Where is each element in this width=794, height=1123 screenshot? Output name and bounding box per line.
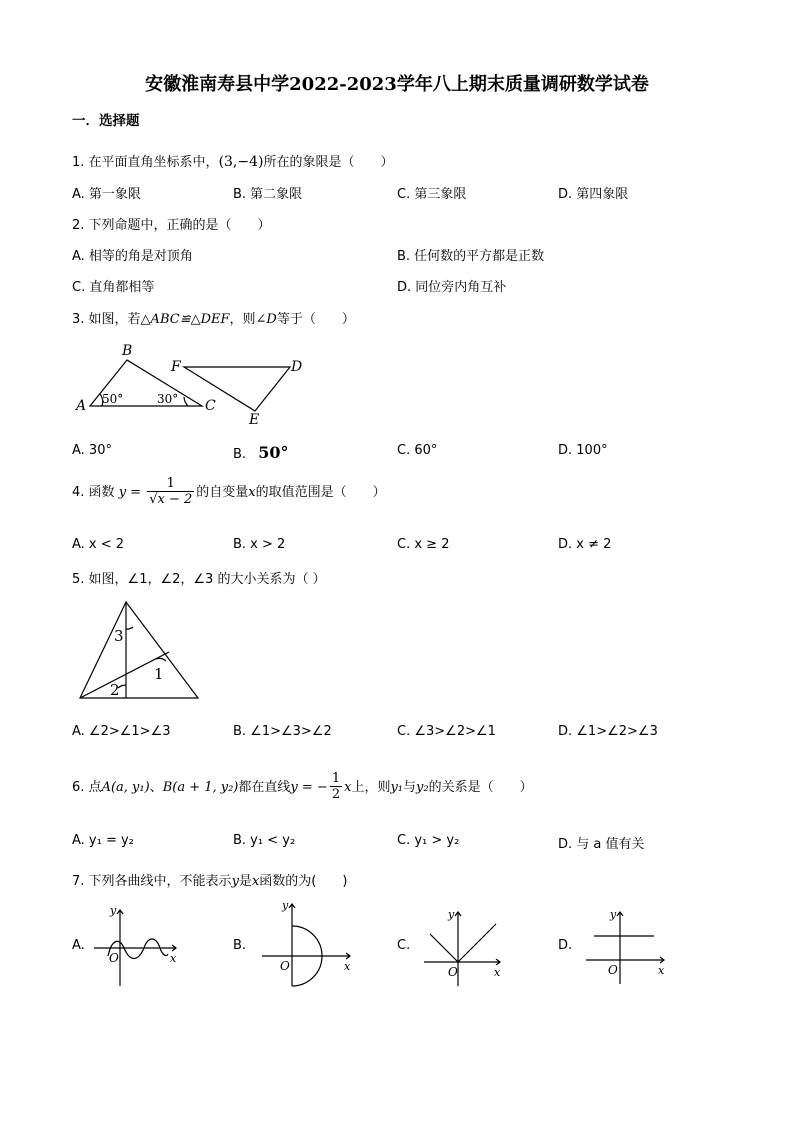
- label-d: D: [291, 359, 303, 375]
- y-label: y: [448, 908, 455, 921]
- q4-var: x: [248, 485, 256, 500]
- sqrt-icon: √: [149, 492, 158, 507]
- q3-mid: ，则: [229, 312, 256, 327]
- q3-option-a[interactable]: A. 30°: [72, 443, 112, 458]
- q7-option-c[interactable]: C.: [397, 938, 411, 953]
- q1-option-a[interactable]: A. 第一象限: [72, 187, 141, 202]
- y-label: y: [282, 899, 289, 912]
- q1-option-b[interactable]: B. 第二象限: [233, 187, 303, 202]
- angle-a-label: 50°: [102, 392, 124, 406]
- q5-triangle-figure: [74, 597, 204, 705]
- q3-number: 3.: [72, 312, 85, 327]
- q6-point-b: B(a + 1, y₂): [162, 780, 239, 795]
- question-5: [72, 568, 326, 587]
- q6-sep: 、: [149, 780, 163, 795]
- q1-option-c[interactable]: C. 第三象限: [397, 187, 467, 202]
- q4-lhs: y =: [118, 485, 142, 500]
- q7-graph-b[interactable]: [258, 898, 358, 990]
- label-a: A: [76, 398, 87, 414]
- q7-graph-a[interactable]: [90, 902, 182, 992]
- q7-option-d[interactable]: D.: [558, 938, 573, 953]
- q6-number: 6.: [72, 780, 85, 795]
- q4-pre: 函数: [88, 485, 115, 500]
- q6-fraction: [330, 772, 342, 803]
- label-b: B: [122, 343, 133, 359]
- q1-point: (3,−4): [218, 154, 264, 170]
- q6-line-lhs: y = −: [290, 780, 328, 795]
- q5-option-a[interactable]: A. ∠2>∠1>∠3: [72, 724, 171, 739]
- q4-radicand: x − 2: [157, 492, 193, 507]
- origin-label: O: [448, 965, 458, 979]
- q5-number: 5.: [72, 572, 85, 587]
- q1-option-d[interactable]: D. 第四象限: [558, 187, 629, 202]
- q3-pre: 如图，若: [88, 312, 141, 327]
- question-3: [72, 308, 355, 327]
- section-heading: 一．选择题: [72, 113, 140, 129]
- q6-point-a: A(a, y₁): [101, 780, 150, 795]
- q4-frac-num: 1: [147, 477, 194, 492]
- outer-triangle: [80, 602, 198, 698]
- q3-option-b-letter: B.: [233, 447, 247, 462]
- q2-number: 2.: [72, 218, 85, 233]
- q7-graph-c[interactable]: [420, 906, 510, 990]
- origin-label: O: [109, 951, 119, 965]
- q2-option-c[interactable]: C. 直角都相等: [72, 280, 155, 295]
- q4-fraction: [147, 477, 194, 508]
- q3-post: 等于（ ）: [276, 312, 355, 327]
- q2-option-d[interactable]: D. 同位旁内角互补: [397, 280, 507, 295]
- q6-y2: y₂: [416, 780, 429, 795]
- q4-option-c[interactable]: C. x ≥ 2: [397, 537, 450, 552]
- x-label: x: [344, 960, 351, 973]
- q6-y1: y₁: [390, 780, 404, 795]
- q6-option-a[interactable]: A. y₁ = y₂: [72, 833, 134, 848]
- q1-post: 所在的象限是（ ）: [263, 155, 394, 170]
- q6-and: 与: [403, 780, 417, 795]
- q7-number: 7.: [72, 874, 85, 889]
- q6-mid: 都在直线: [238, 780, 291, 795]
- v-right-branch: [458, 924, 496, 962]
- q3-angle: ∠D: [255, 312, 277, 327]
- q7-y: y: [231, 874, 239, 889]
- q1-number: 1.: [72, 155, 85, 170]
- q2-option-b[interactable]: B. 任何数的平方都是正数: [397, 249, 545, 264]
- angle-1-label: 1: [154, 665, 164, 683]
- x-label: x: [170, 952, 177, 965]
- x-label: x: [658, 964, 665, 977]
- q6-option-b[interactable]: B. y₁ < y₂: [233, 833, 296, 848]
- y-label: y: [110, 904, 117, 917]
- label-e: E: [249, 412, 260, 428]
- angle-c-arc: [184, 397, 188, 406]
- q4-post1: 的自变量: [196, 485, 249, 500]
- q3-option-b[interactable]: [233, 443, 288, 462]
- q4-option-d[interactable]: D. x ≠ 2: [558, 537, 612, 552]
- q2-text: 下列命题中，正确的是（ ）: [88, 218, 271, 233]
- q5-text: 如图，∠1，∠2，∠3 的大小关系为（ ）: [88, 572, 326, 587]
- angle-3-label: 3: [114, 627, 124, 645]
- q6-pre: 点: [88, 780, 102, 795]
- q7-x: x: [251, 874, 260, 889]
- q4-frac-den: [147, 492, 194, 508]
- q6-option-d[interactable]: D. 与 a 值有关: [558, 837, 645, 852]
- question-1: [72, 151, 394, 170]
- q5-option-d[interactable]: D. ∠1>∠2>∠3: [558, 724, 658, 739]
- q1-pre: 在平面直角坐标系中，: [88, 155, 219, 170]
- page-title: 安徽淮南寿县中学2022-2023学年八上期末质量调研数学试卷: [145, 74, 649, 95]
- q7-post: 函数的为( ): [259, 874, 348, 889]
- q6-line-rhs: x: [344, 780, 352, 795]
- question-2: [72, 214, 271, 233]
- angle-c-label: 30°: [157, 392, 179, 406]
- v-left-branch: [430, 934, 458, 962]
- q2-option-a[interactable]: A. 相等的角是对顶角: [72, 249, 193, 264]
- q6-post2: 的关系是（ ）: [428, 780, 533, 795]
- question-7: [72, 870, 347, 889]
- angle-2-label: 2: [110, 681, 120, 699]
- q7-mid: 是: [238, 874, 252, 889]
- q7-graph-d[interactable]: [582, 906, 672, 988]
- question-6: [72, 772, 533, 803]
- q4-option-b[interactable]: B. x > 2: [233, 537, 286, 552]
- q4-option-a[interactable]: A. x < 2: [72, 537, 125, 552]
- x-label: x: [494, 966, 501, 979]
- q7-pre: 下列各曲线中，不能表示: [88, 874, 232, 889]
- q3-option-d[interactable]: D. 100°: [558, 443, 608, 458]
- q6-post1: 上，则: [351, 780, 391, 795]
- q7-option-b[interactable]: B.: [233, 938, 247, 953]
- q5-option-c[interactable]: C. ∠3>∠2>∠1: [397, 724, 496, 739]
- q3-option-c[interactable]: C. 60°: [397, 443, 438, 458]
- q4-number: 4.: [72, 485, 85, 500]
- q3-congruence: △ABC≌△DEF: [140, 312, 230, 327]
- angle-1-arc: [156, 658, 166, 661]
- label-f: F: [171, 359, 181, 375]
- label-c: C: [205, 398, 216, 414]
- q6-frac-den: 2: [331, 787, 341, 802]
- q4-post2: 的取值范围是（ ）: [255, 485, 386, 500]
- origin-label: O: [608, 963, 618, 977]
- y-label: y: [610, 908, 617, 921]
- origin-label: O: [280, 959, 290, 973]
- q3-option-b-value: 50°: [258, 443, 289, 462]
- q6-option-c[interactable]: C. y₁ > y₂: [397, 833, 460, 848]
- question-4: [72, 477, 386, 508]
- q6-frac-num: 1: [331, 771, 341, 786]
- angle-3-arc: [126, 627, 133, 629]
- q5-option-b[interactable]: B. ∠1>∠3>∠2: [233, 724, 332, 739]
- q3-triangles-figure: [72, 340, 322, 430]
- q7-option-a[interactable]: A.: [72, 938, 85, 953]
